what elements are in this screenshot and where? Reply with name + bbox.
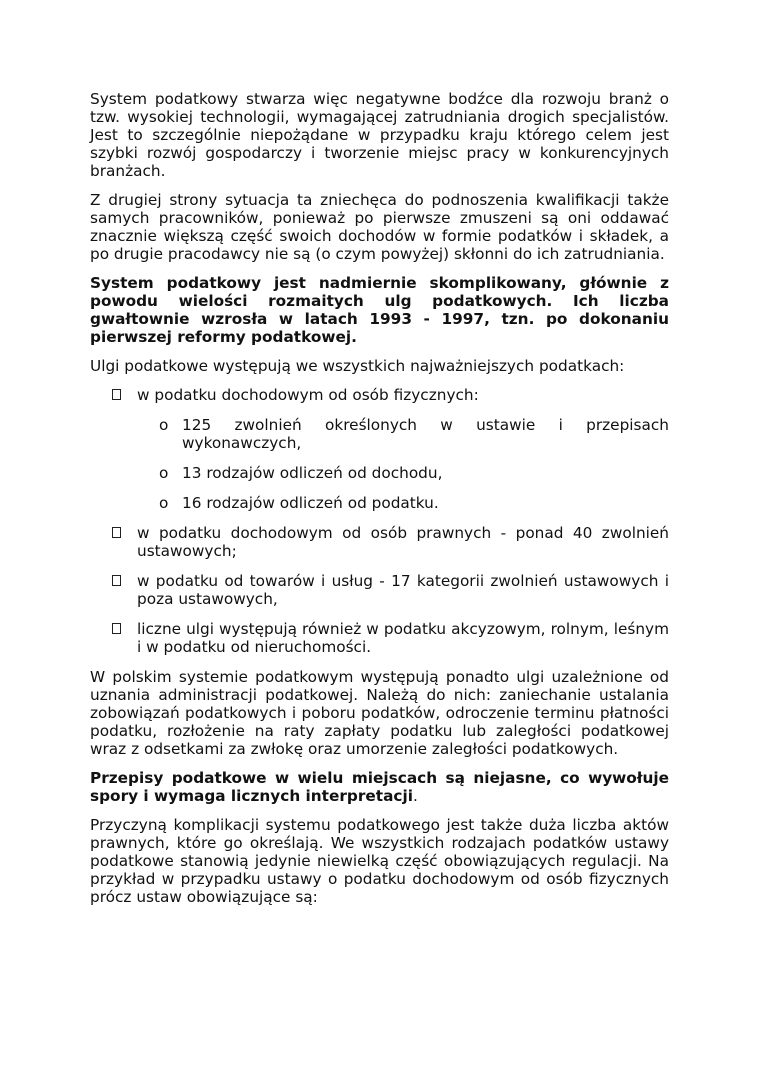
list-item-4 [90,620,669,656]
bullet-box-icon [112,623,121,634]
sub-item-3 [137,494,669,512]
paragraph-6 [90,769,669,805]
paragraph-7: Przyczyną komplikacji systemu podatkowego jest także duża liczba aktów prawnych, które go określają. We wszystkich rodzajach podatków ustawy podatkowe stanowią jedynie niewielką część obowiązujących regulacji. Na przykład w przypadku ustawy o podatku dochodowym od osób fizycznych prócz ustaw obowiązujące są: [90,816,669,906]
paragraph-6-tail: . [412,787,418,805]
list-item-3 [90,572,669,608]
list-item-2 [90,524,669,560]
bullet-box-icon [112,389,121,400]
sub-bullet: o [159,416,169,434]
sub-item-2-text: 13 rodzajów odliczeń od dochodu, [182,464,443,482]
sub-item-3-text: 16 rodzajów odliczeń od podatku. [182,494,439,512]
bullet-box-icon [112,527,121,538]
paragraph-6-bold: Przepisy podatkowe w wielu miejscach są niejasne, co wywołuje spory i wymaga licznych interpretacji [90,769,669,805]
document-page [90,90,669,917]
paragraph-1: System podatkowy stwarza więc negatywne bodźce dla rozwoju branż o tzw. wysokiej technologii, wymagającej zatrudniania drogich specjalistów. Jest to szczególnie niepożądane w przypadku kraju którego celem jest szybki rozwój gospodarczy i tworzenie miejsc pracy w konkurencyjnych branżach. [90,90,669,180]
sub-item-1 [137,416,669,452]
sub-list [137,416,669,512]
sub-item-1-text: 125 zwolnień określonych w ustawie i przepisach wykonawczych, [182,416,669,452]
paragraph-3-bold: System podatkowy jest nadmiernie skomplikowany, głównie z powodu wielości rozmaitych ulg podatkowych. Ich liczba gwałtownie wzrosła w latach 1993 - 1997, tzn. po dokonaniu pierwszej reformy podatkowej. [90,274,669,346]
list-item-1-text: w podatku dochodowym od osób fizycznych: [137,386,479,404]
tax-relief-list [90,386,669,656]
list-item-2-text: w podatku dochodowym od osób prawnych - ponad 40 zwolnień ustawowych; [137,524,669,560]
sub-item-2 [137,464,669,482]
bullet-box-icon [112,575,121,586]
paragraph-4: Ulgi podatkowe występują we wszystkich najważniejszych podatkach: [90,357,625,375]
paragraph-2: Z drugiej strony sytuacja ta zniechęca do podnoszenia kwalifikacji także samych pracowników, ponieważ po pierwsze zmuszeni są oni oddawać znacznie większą część swoich dochodów w formie podatków i składek, a po drugie pracodawcy nie są (o czym powyżej) skłonni do ich zatrudniania. [90,191,669,263]
list-item-3-text: w podatku od towarów i usług - 17 kategorii zwolnień ustawowych i poza ustawowych, [137,572,669,608]
paragraph-5: W polskim systemie podatkowym występują ponadto ulgi uzależnione od uznania administracji podatkowej. Należą do nich: zaniechanie ustalania zobowiązań podatkowych i poboru podatków, odroczenie terminu płatności podatku, rozłożenie na raty zapłaty podatku lub zaległości podatkowej wraz z odsetkami za zwłokę oraz umorzenie zaległości podatkowych. [90,668,669,758]
sub-bullet: o [159,464,169,482]
list-item-4-text: liczne ulgi występują również w podatku akcyzowym, rolnym, leśnym i w podatku od nieruchomości. [137,620,669,656]
sub-bullet: o [159,494,169,512]
list-item-1 [90,386,669,512]
